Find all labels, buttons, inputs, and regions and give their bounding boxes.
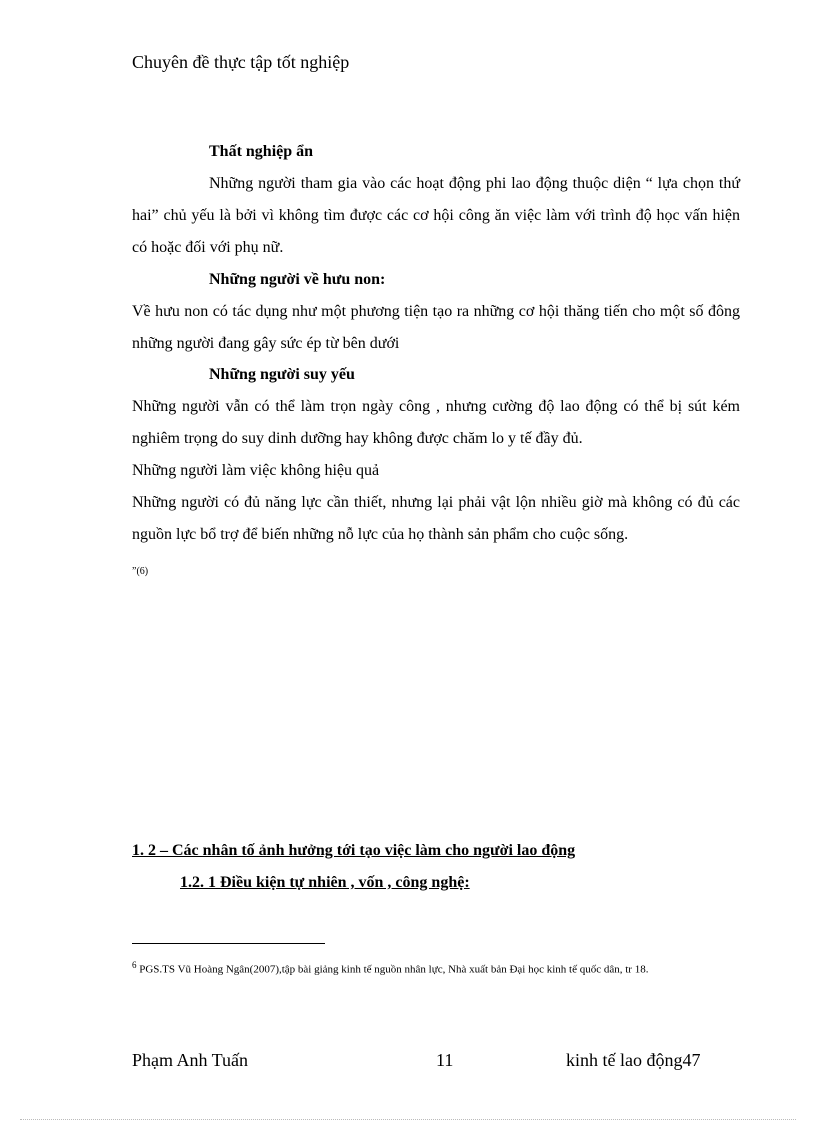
footnote-text: PGS.TS Vũ Hoàng Ngân(2007),tập bài giảng kinh tế nguồn nhân lực, Nhà xuất bản Đại học kinh tế quốc dân, tr 18. <box>139 963 649 976</box>
section-heading: 1. 2 – Các nhân tố ảnh hưởng tới tạo việc làm cho người lao động <box>132 842 576 859</box>
footnote-separator <box>132 943 325 944</box>
paragraph-weak-people: Những người vẫn có thể làm trọn ngày công , nhưng cường độ lao động có thể bị sút kém nghiêm trọng do suy dinh dưỡng hay không được chăm lo y tế đầy đủ. <box>132 398 740 447</box>
heading-weak-people: Những người suy yếu <box>209 366 355 383</box>
footnote <box>132 956 738 979</box>
subsection-heading: 1.2. 1 Điều kiện tự nhiên , vốn , công nghệ: <box>180 874 470 891</box>
page-header: Chuyên đề thực tập tốt nghiệp <box>132 52 350 72</box>
paragraph-ineffective-workers: Những người có đủ năng lực cần thiết, nhưng lại phải vật lộn nhiều giờ mà không có đủ các nguồn lực bổ trợ để biến những nỗ lực của họ thành sản phẩm cho cuộc sống. <box>132 494 740 543</box>
footer-class-name: kinh tế lao động47 <box>566 1050 701 1070</box>
footer-page-number: 11 <box>436 1050 454 1070</box>
footer-author: Phạm Anh Tuấn <box>132 1050 249 1070</box>
page-bottom-border <box>20 1119 796 1120</box>
heading-hidden-unemployment: Thất nghiệp ẩn <box>209 143 314 160</box>
citation-marker: ”(6) <box>132 566 149 577</box>
paragraph-early-retirement: Về hưu non có tác dụng như một phương tiện tạo ra những cơ hội thăng tiến cho một số đông những người đang gây sức ép từ bên dưới <box>132 303 740 352</box>
heading-early-retirement: Những người về hưu non: <box>209 271 386 288</box>
heading-ineffective-workers: Những người làm việc không hiệu quả <box>132 462 380 479</box>
paragraph-hidden-unemployment: Những người tham gia vào các hoạt động phi lao động thuộc diện “ lựa chọn thứ hai” chủ yếu là bởi vì không tìm được các cơ hội công ăn việc làm với trình độ học vấn hiện có hoặc đối với phụ nữ. <box>132 175 740 256</box>
footnote-marker: 6 <box>132 960 137 970</box>
